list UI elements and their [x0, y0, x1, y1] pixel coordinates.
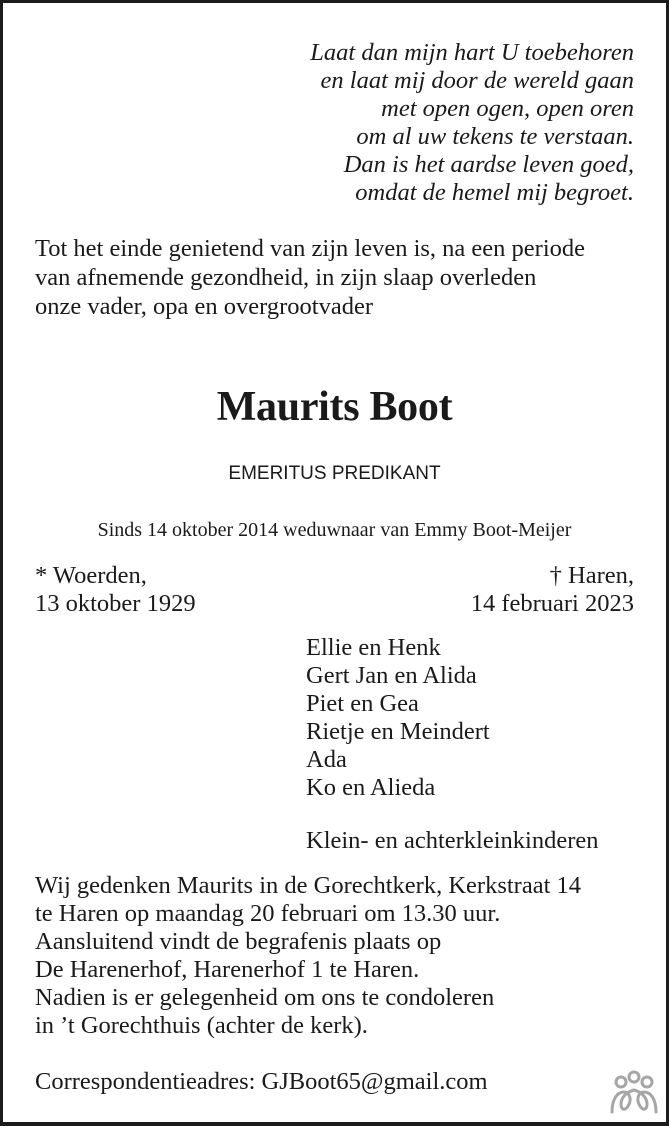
correspondence-address: Correspondentieadres: GJBoot65@gmail.com	[35, 1068, 488, 1095]
poem-line: met open ogen, open oren	[381, 95, 634, 122]
widower-line: Sinds 14 oktober 2014 weduwnaar van Emmy Boot-Meijer	[97, 519, 572, 541]
family-member: Ellie en Henk	[306, 634, 441, 661]
service-line: De Harenerhof, Harenerhof 1 te Haren.	[35, 956, 420, 983]
birth-place: * Woerden,	[35, 562, 147, 589]
family-member: Ko en Alieda	[306, 774, 436, 801]
family-member: Piet en Gea	[306, 690, 419, 717]
death-date: 14 februari 2023	[470, 590, 634, 617]
poem-line: omdat de hemel mij begroet.	[355, 179, 634, 206]
birth-info	[35, 562, 196, 618]
deceased-name: Maurits Boot	[216, 384, 453, 430]
service-info	[35, 872, 581, 1040]
family-member: Gert Jan en Alida	[306, 662, 477, 689]
poem	[310, 39, 634, 207]
intro-line: onze vader, opa en overgrootvader	[35, 293, 374, 320]
poem-line: en laat mij door de wereld gaan	[320, 67, 634, 94]
service-line: te Haren op maandag 20 februari om 13.30 uur.	[35, 900, 501, 927]
family-list	[306, 634, 490, 802]
death-info	[471, 562, 634, 618]
family-member: Rietje en Meindert	[306, 718, 490, 745]
intro-text	[35, 234, 585, 321]
service-line: Wij gedenken Maurits in de Gorechtkerk, Kerkstraat 14	[35, 872, 581, 899]
service-line: Aansluitend vindt de begrafenis plaats op	[35, 928, 442, 955]
service-line: in ’t Gorechthuis (achter de kerk).	[35, 1012, 368, 1039]
poem-line: Laat dan mijn hart U toebehoren	[310, 39, 634, 66]
service-line: Nadien is er gelegenheid om ons te condoleren	[35, 984, 495, 1011]
poem-line: om al uw tekens te verstaan.	[356, 123, 634, 150]
intro-line: van afnemende gezondheid, in zijn slaap overleden	[35, 264, 537, 291]
birth-date: 13 oktober 1929	[35, 590, 196, 617]
death-place: † Haren,	[549, 562, 634, 589]
family-member: Ada	[306, 746, 347, 773]
intro-line: Tot het einde genietend van zijn leven is, na een periode	[35, 235, 586, 262]
deceased-title: EMERITUS PREDIKANT	[228, 463, 441, 484]
poem-line: Dan is het aardse leven goed,	[343, 151, 634, 178]
grandchildren-line: Klein- en achterkleinkinderen	[306, 827, 599, 854]
family-group-icon	[608, 1070, 660, 1116]
